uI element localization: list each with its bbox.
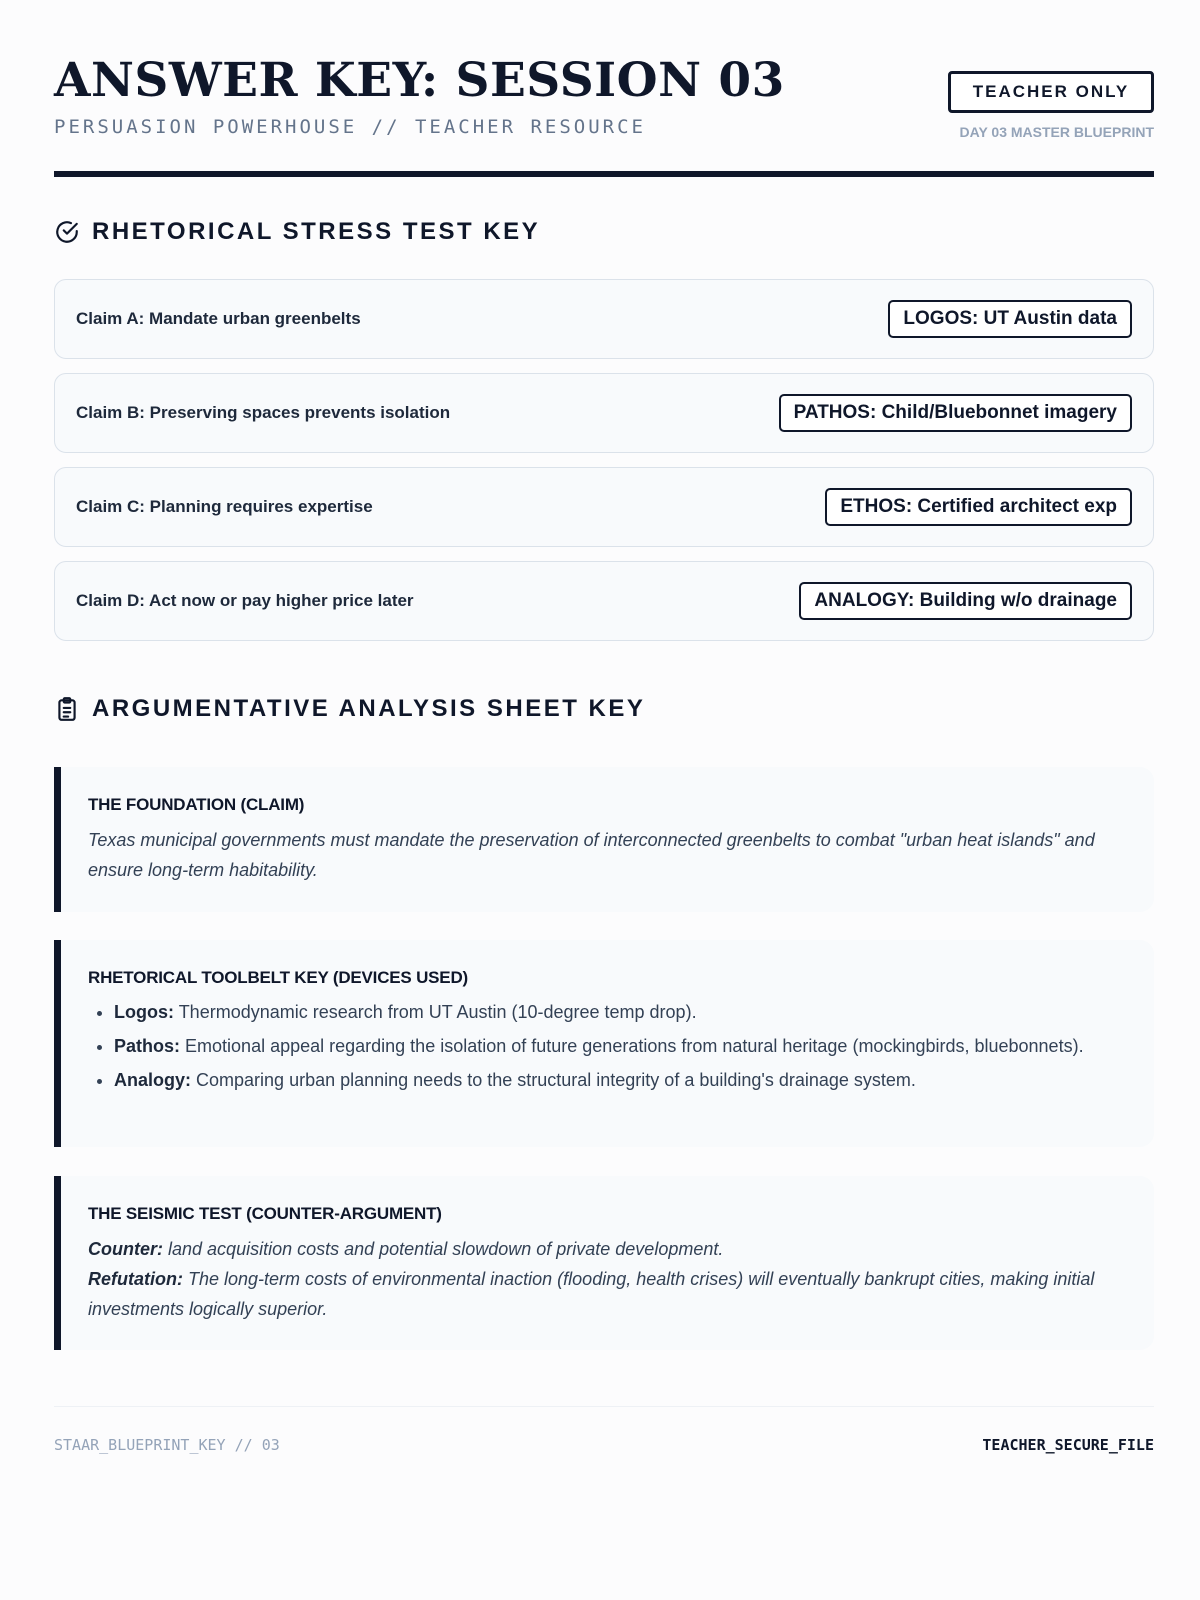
claim-answer-tag: PATHOS: Child/Bluebonnet imagery	[779, 394, 1132, 432]
seismic-card	[54, 1176, 1154, 1350]
device-text: Thermodynamic research from UT Austin (10-degree temp drop).	[178, 1002, 697, 1022]
clipboard-icon	[54, 696, 80, 722]
refutation-term: Refutation:	[88, 1269, 183, 1289]
footer-divider	[54, 1406, 1154, 1407]
teacher-only-badge: TEACHER ONLY	[948, 71, 1154, 113]
footer-file-code: STAAR_BLUEPRINT_KEY // 03	[54, 1436, 280, 1454]
device-term: Analogy:	[114, 1070, 192, 1090]
day-label: DAY 03 MASTER BLUEPRINT	[959, 124, 1154, 140]
claim-row	[54, 561, 1154, 641]
page-title: ANSWER KEY: SESSION 03	[54, 53, 785, 108]
section-title: ARGUMENTATIVE ANALYSIS SHEET KEY	[92, 695, 646, 722]
claim-label: Claim B: Preserving spaces prevents isolation	[76, 403, 451, 422]
card-title: RHETORICAL TOOLBELT KEY (DEVICES USED)	[88, 968, 468, 987]
device-term: Pathos:	[114, 1036, 181, 1056]
claim-label: Claim A: Mandate urban greenbelts	[76, 309, 361, 328]
device-text: Comparing urban planning needs to the structural integrity of a building's drainage system.	[196, 1070, 916, 1090]
list-item	[114, 1066, 1124, 1094]
list-item	[114, 998, 1124, 1026]
claim-label: Claim D: Act now or pay higher price later	[76, 591, 414, 610]
claim-answer-tag: ANALOGY: Building w/o drainage	[799, 582, 1132, 620]
claim-answer-tag: ETHOS: Certified architect exp	[825, 488, 1132, 526]
analysis-heading	[54, 694, 645, 724]
counter-text: land acquisition costs and potential slowdown of private development.	[168, 1239, 724, 1259]
check-circle-icon	[54, 219, 80, 245]
claims-list	[54, 279, 1154, 655]
device-text: Emotional appeal regarding the isolation of future generations from natural heritage (mockingbirds, bluebonnets).	[185, 1036, 1084, 1056]
counter-line	[88, 1234, 1124, 1264]
refutation-line	[88, 1264, 1124, 1324]
device-term: Logos:	[114, 1002, 174, 1022]
claim-row	[54, 467, 1154, 547]
devices-list	[88, 998, 1124, 1094]
card-title: THE FOUNDATION (CLAIM)	[88, 795, 305, 814]
claim-label: Claim C: Planning requires expertise	[76, 497, 373, 516]
section-title: RHETORICAL STRESS TEST KEY	[92, 218, 541, 245]
claim-row	[54, 373, 1154, 453]
claim-row	[54, 279, 1154, 359]
foundation-claim-text: Texas municipal governments must mandate the preservation of interconnected greenbelts to combat "urban heat islands" and ensure long-term habitability.	[88, 830, 1095, 880]
claim-answer-tag: LOGOS: UT Austin data	[888, 300, 1132, 338]
footer-secure-label: TEACHER_SECURE_FILE	[982, 1436, 1154, 1454]
foundation-card	[54, 767, 1154, 912]
page-subtitle: PERSUASION POWERHOUSE // TEACHER RESOURCE	[54, 116, 646, 138]
card-title: THE SEISMIC TEST (COUNTER-ARGUMENT)	[88, 1204, 442, 1223]
counter-term: Counter:	[88, 1239, 163, 1259]
header-divider	[54, 171, 1154, 177]
refutation-text: The long-term costs of environmental inaction (flooding, health crises) will eventually bankrupt cities, making initial investments logically superior.	[88, 1269, 1095, 1319]
toolbelt-card	[54, 940, 1154, 1147]
stress-test-heading	[54, 217, 540, 247]
list-item	[114, 1032, 1124, 1060]
